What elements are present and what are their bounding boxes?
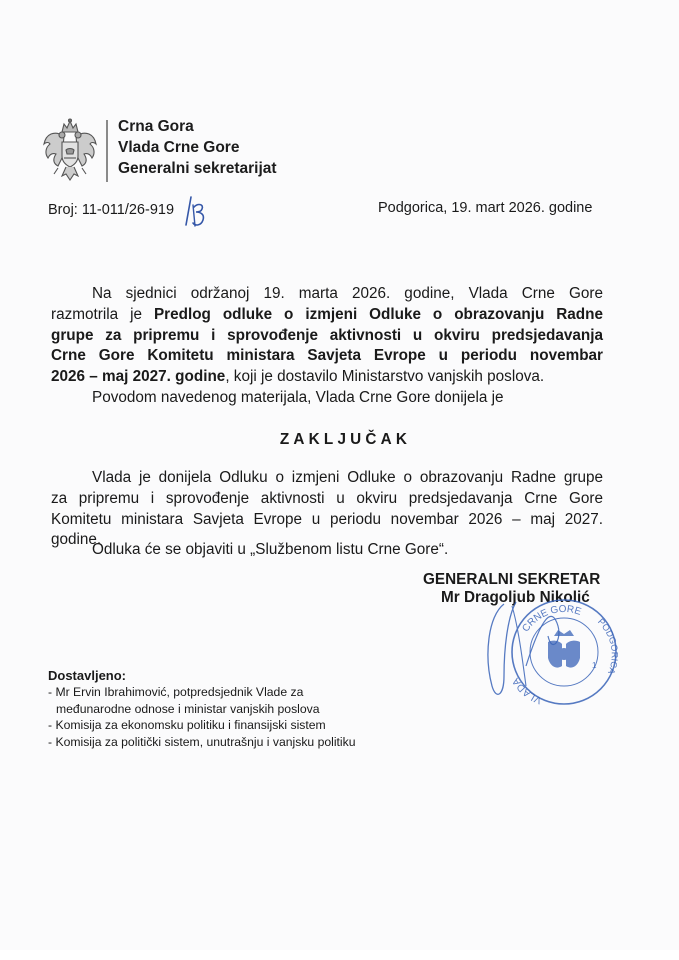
paragraph-line bbox=[51, 326, 603, 347]
government-line: Vlada Crne Gore bbox=[118, 139, 240, 156]
distribution-item: - Mr Ervin Ibrahimović, potpredsjednik Vlade za bbox=[48, 685, 304, 700]
handwritten-suffix bbox=[183, 193, 211, 229]
paragraph-line bbox=[51, 284, 603, 305]
institution-name bbox=[118, 116, 277, 179]
text-segment: Na sjednici održanoj 19. marta 2026. godine, Vlada Crne Gore bbox=[92, 285, 603, 302]
official-stamp-and-signature bbox=[482, 596, 622, 708]
intro-paragraph bbox=[51, 284, 603, 388]
paragraph-line bbox=[51, 305, 603, 326]
paragraph-line: za pripremu i sprovođenje aktivnosti u okviru predsjedavanja Crne Gore bbox=[51, 489, 603, 507]
paragraph-line: Vlada je donijela Odluku o izmjeni Odluke o obrazovanju Radne grupe bbox=[92, 469, 603, 486]
coat-of-arms-icon bbox=[40, 118, 100, 184]
text-segment: razmotrila je bbox=[51, 305, 154, 323]
header-divider bbox=[106, 120, 108, 182]
paragraph-line: Komitetu ministara Savjeta Evrope u periodu novembar 2026 – maj 2027. bbox=[51, 510, 603, 528]
adoption-sentence: Povodom navedenog materijala, Vlada Crne Gore donijela je bbox=[92, 389, 504, 406]
bold-text-segment: 2026 – maj 2027. godine bbox=[51, 368, 226, 386]
text-segment: , koji je dostavilo Ministarstvo vanjskih poslova. bbox=[225, 368, 545, 386]
country-line: Crna Gora bbox=[118, 118, 194, 135]
svg-text:1: 1 bbox=[592, 661, 597, 670]
distribution-item: - Komisija za politički sistem, unutrašnju i vanjsku politiku bbox=[48, 734, 356, 749]
bold-text-segment: Predlog odluke o izmjeni Odluke o obrazovanju Radne bbox=[153, 305, 603, 323]
stamp-text-left: VLADA bbox=[510, 675, 544, 706]
bold-text-segment: grupe za pripremu i sprovođenje aktivnosti u okviru predsjedavanja bbox=[51, 326, 603, 344]
conclusion-paragraph bbox=[51, 468, 603, 551]
paragraph-line bbox=[51, 346, 603, 367]
signatory-role: GENERALNI SEKRETAR bbox=[423, 571, 601, 588]
paragraph-line: godine. bbox=[51, 531, 102, 549]
distribution-heading: Dostavljeno: bbox=[48, 668, 127, 683]
stamp-text-top: CRNE GORE bbox=[520, 603, 583, 635]
distribution-list bbox=[48, 668, 356, 750]
signatory-name: Mr Dragoljub Nikolić bbox=[441, 589, 590, 606]
stamp-text-right: PODGORICA bbox=[595, 616, 620, 676]
reference-number: Broj: 11-011/26-919 bbox=[48, 202, 175, 218]
conclusion-title: ZAKLJUČAK bbox=[279, 431, 412, 448]
paragraph-line bbox=[51, 367, 603, 388]
bold-text-segment: Crne Gore Komitetu ministara Savjeta Evrope u periodu novembar bbox=[51, 347, 603, 365]
department-line: Generalni sekretarijat bbox=[118, 160, 277, 177]
page-edge bbox=[0, 950, 679, 960]
distribution-item-continued: međunarodne odnose i ministar vanjskih poslova bbox=[56, 701, 320, 716]
distribution-item: - Komisija za ekonomsku politiku i finansijski sistem bbox=[48, 718, 326, 733]
publication-sentence: Odluka će se objaviti u „Službenom listu Crne Gore“. bbox=[92, 541, 449, 558]
place-and-date: Podgorica, 19. mart 2026. godine bbox=[378, 200, 593, 216]
